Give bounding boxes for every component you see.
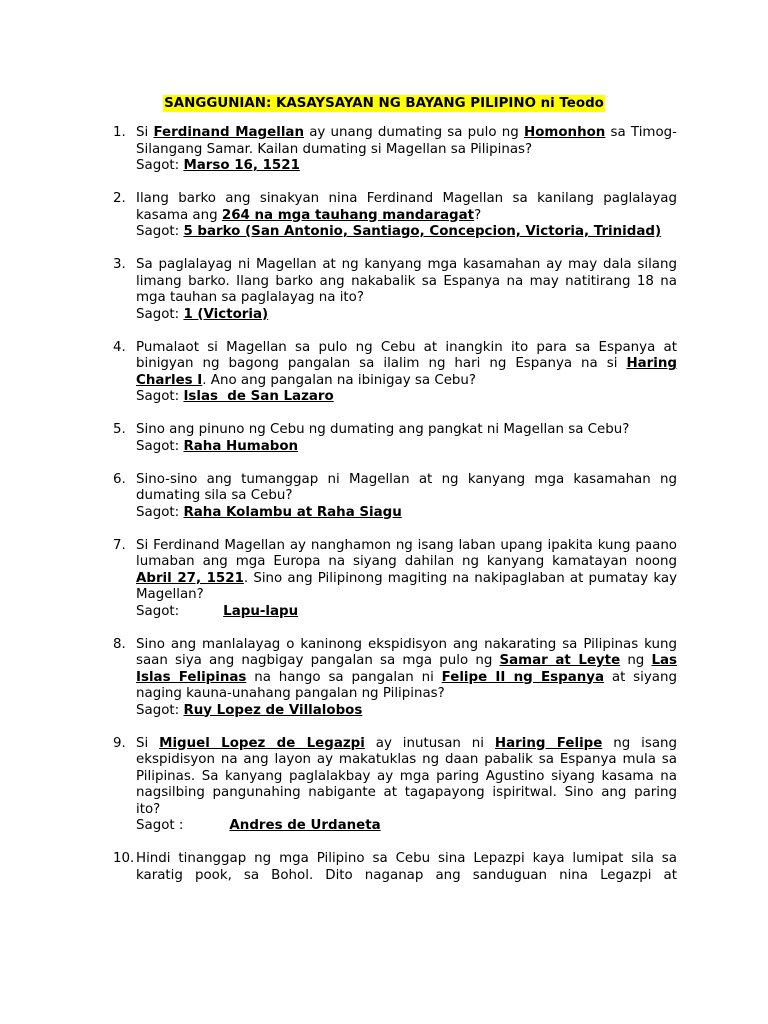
answer-label: Sagot: <box>136 438 180 454</box>
answer-text: Andres de Urdaneta <box>229 818 381 833</box>
list-item <box>102 736 677 835</box>
answer-line <box>136 224 677 241</box>
emphasis: Las Islas Felipinas <box>136 653 678 685</box>
answer-text: 1 (Victoria) <box>183 306 269 322</box>
item-number: 6. <box>113 471 126 487</box>
answer-text: 5 barko (San Antonio, Santiago, Concepcion, Victoria, Trinidad) <box>183 224 662 239</box>
answer-text: Lapu-lapu <box>223 603 299 619</box>
item-number: 7. <box>113 537 126 553</box>
item-number: 1. <box>113 125 126 140</box>
list-item <box>102 340 677 406</box>
answer-line <box>136 505 677 522</box>
question-text: Sino ang pinuno ng Cebu ng dumating ang pangkat ni Magellan sa Cebu? <box>136 422 630 437</box>
answer-text: Raha Kolambu at Raha Siagu <box>183 504 402 520</box>
list-item <box>102 422 677 455</box>
answer-label: Sagot: <box>136 306 180 322</box>
list-item <box>102 851 677 884</box>
item-number: 8. <box>113 636 126 652</box>
answer-line <box>136 307 677 324</box>
list-item <box>102 472 677 522</box>
list-item <box>102 637 677 720</box>
emphasis: Miguel Lopez de Legazpi <box>159 735 365 751</box>
answer-text: Marso 16, 1521 <box>183 158 300 173</box>
question-text: Hindi tinanggap ng mga Pilipino sa Cebu sina Lepazpi kaya lumipat sila sa karatig pook, sa Bohol. Dito naganap ang sanduguan nina Legazpi at <box>136 851 677 883</box>
answer-line <box>136 389 677 406</box>
item-number: 4. <box>113 339 126 355</box>
answer-text: Islas de San Lazaro <box>183 389 334 404</box>
list-item <box>102 257 677 323</box>
answer-label: Sagot: <box>136 702 180 718</box>
emphasis: Haring Charles I <box>136 356 677 388</box>
question-text: Sa paglalayag ni Magellan at ng kanyang mga kasamahan ay may dala silang limang barko. Ilang barko ang nakabalik sa Espanya na may natitirang 18 na mga tauhan sa paglalayag na ito? <box>136 257 677 305</box>
question-text: Sino-sino ang tumanggap ni Magellan at ng kanyang mga kasamahan ng dumating sila sa Cebu? <box>136 471 677 503</box>
item-number: 10. <box>113 851 135 866</box>
question-text: Si Ferdinand Magellan ay nanghamon ng isang laban upang ipakita kung paano lumaban ang mga Europa na siyang dahilan ng kanyang kamatayan noong Abril 27, 1521. Sino ang Pilipinong magiting na nakipaglaban at pumatay kay Magellan? <box>136 537 677 602</box>
answer-label: Sagot: <box>136 224 180 239</box>
answer-line <box>136 604 677 621</box>
question-list <box>102 125 677 901</box>
emphasis: Felipe II ng Espanya <box>441 669 605 685</box>
answer-label: Sagot: <box>136 389 180 404</box>
list-item <box>102 538 677 621</box>
question-text: Si Ferdinand Magellan ay unang dumating sa pulo ng Homonhon sa Timog-Silangang Samar. Kailan dumating si Magellan sa Pilipinas? <box>136 125 677 157</box>
question-text: Ilang barko ang sinakyan nina Ferdinand Magellan sa kanilang paglalayag kasama ang 264 na mga tauhang mandaragat? <box>136 191 677 223</box>
title-container <box>0 92 768 112</box>
answer-text: Ruy Lopez de Villalobos <box>183 702 363 718</box>
answer-label: Sagot : <box>136 818 184 833</box>
emphasis: Samar at Leyte <box>499 653 621 668</box>
item-number: 2. <box>113 191 126 206</box>
answer-line <box>136 703 677 720</box>
list-item <box>102 125 677 175</box>
emphasis: Haring Felipe <box>494 735 603 751</box>
list-item <box>102 191 677 241</box>
emphasis: Ferdinand Magellan <box>153 125 304 140</box>
answer-label: Sagot: <box>136 504 180 520</box>
answer-label: Sagot: <box>136 158 180 173</box>
item-number: 3. <box>113 257 126 272</box>
question-text: Si Miguel Lopez de Legazpi ay inutusan ni Haring Felipe ng isang ekspidisyon na ang layon ay makatuklas ng daan pabalik sa Espanya mula sa Pilipinas. Sa kanyang paglalakbay ay mga paring Agustino siyang kasama na nagsilbing pangunahing nabigante at tagapayong ispiritwal. Sino ang paring ito? <box>136 735 678 817</box>
emphasis: 264 na mga tauhang mandaragat <box>221 207 475 223</box>
document-title: SANGGUNIAN: KASAYSAYAN NG BAYANG PILIPINO ni Teodo <box>164 96 604 111</box>
item-number: 5. <box>113 422 126 437</box>
answer-line <box>136 158 677 175</box>
answer-line <box>136 439 677 456</box>
question-text: Pumalaot si Magellan sa pulo ng Cebu at inangkin ito para sa Espanya at binigyan ng bagong pangalan sa ilalim ng hari ng Espanya na si Haring Charles I. Ano ang pangalan na ibinigay sa Cebu? <box>136 339 677 388</box>
answer-label: Sagot: <box>136 603 180 619</box>
emphasis: Abril 27, 1521 <box>136 570 244 586</box>
item-number: 9. <box>113 735 126 751</box>
answer-text: Raha Humabon <box>183 438 299 454</box>
emphasis: Homonhon <box>523 125 606 140</box>
answer-line <box>136 818 677 835</box>
question-text: Sino ang manlalayag o kaninong ekspidisyon ang nakarating sa Pilipinas kung saan siya ang nagbigay pangalan sa mga pulo ng Samar at Leyte ng Las Islas Felipinas na hango sa pangalan ni Felipe II ng Espanya at siyang naging kauna-unahang pangalan ng Pilipinas? <box>136 636 678 701</box>
